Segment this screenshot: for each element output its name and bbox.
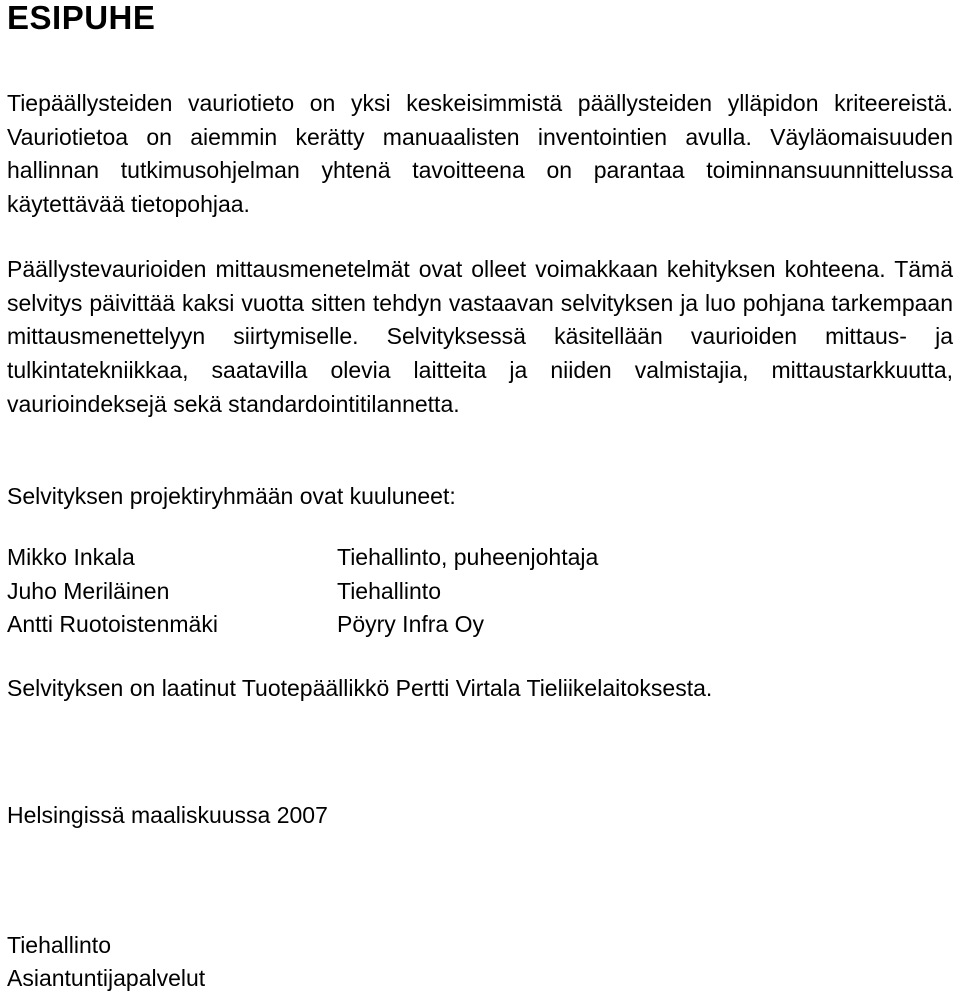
team-member-row — [7, 541, 953, 575]
team-member-name: Juho Meriläinen — [7, 577, 170, 604]
department-name: Asiantuntijapalvelut — [7, 965, 206, 991]
place-date: Helsingissä maaliskuussa 2007 — [7, 802, 328, 828]
team-member-role: Pöyry Infra Oy — [337, 611, 484, 637]
intro-paragraph: Tiepäällysteiden vauriotieto on yksi keskeisimmistä päällysteiden ylläpidon kriteereistä. Vauriotietoa on aiemmin kerätty manuaalisten inventointien avulla. Väyläomaisuuden hallinnan tutkimusohjelman yhtenä tavoitteena on parantaa toiminnansuunnittelussa käytettävää tietopohjaa. — [7, 90, 953, 218]
page-title: ESIPUHE — [7, 0, 156, 36]
team-list — [7, 541, 953, 642]
team-member-name: Mikko Inkala — [7, 544, 135, 570]
team-intro-text: Selvityksen projektiryhmään ovat kuuluneet: — [7, 483, 456, 509]
methods-paragraph: Päällystevaurioiden mittausmenetelmät ovat olleet voimakkaan kehityksen kohteena. Tämä selvitys päivittää kaksi vuotta sitten tehdyn vastaavan selvityksen ja luo pohjana tarkempaan mittausmenettelyyn siirtymiselle. Selvityksessä käsitellään vaurioiden mittaus- ja tulkintatekniikkaa, saatavilla olevia laitteita ja niiden valmistajia, mittaustarkkuutta, vaurioindeksejä sekä standardointitilannetta. — [7, 256, 953, 417]
author-note: Selvityksen on laatinut Tuotepäällikkö Pertti Virtala Tieliikelaitoksesta. — [7, 675, 713, 701]
team-member-role: Tiehallinto, puheenjohtaja — [337, 544, 599, 570]
team-member-role: Tiehallinto — [337, 577, 441, 604]
team-member-row — [7, 608, 953, 642]
team-member-name: Antti Ruotoistenmäki — [7, 611, 218, 637]
organization-name: Tiehallinto — [7, 932, 111, 958]
team-member-row — [7, 575, 953, 609]
